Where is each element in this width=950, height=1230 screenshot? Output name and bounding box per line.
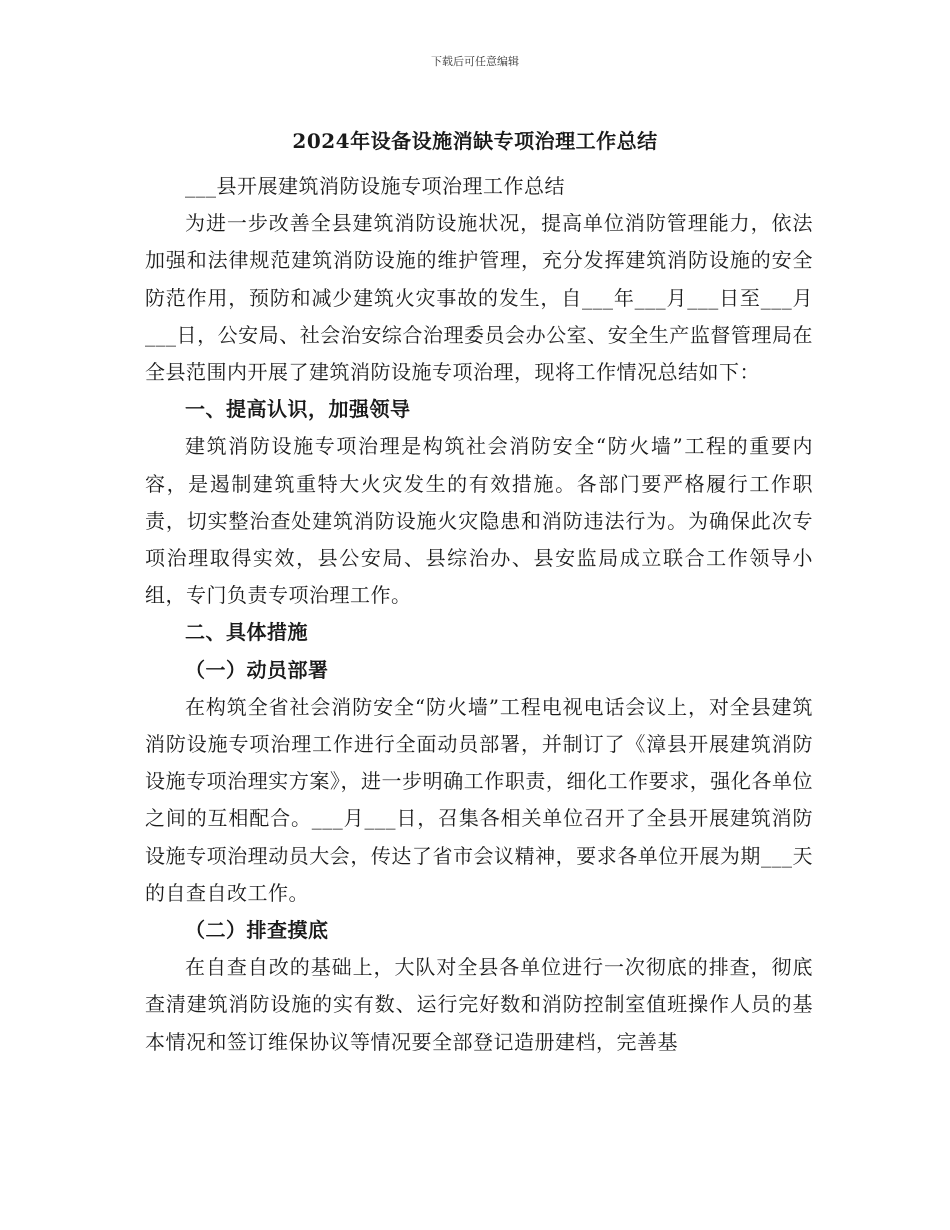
body-paragraph: 建筑消防设施专项治理是构筑社会消防安全“防火墙”工程的重要内容，是遏制建筑重特大火灾发生的有效措施。各部门要严格履行工作职责，切实整治查处建筑消防设施火灾隐患和消防违法行为。为确保此次专项治理取得实效，县公安局、县综治办、县安监局成立联合工作领导小组，专门负责专项治理工作。 bbox=[145, 434, 813, 608]
document-title: 2024年设备设施消缺专项治理工作总结 bbox=[292, 129, 658, 153]
page-header: 下载后可任意编辑 bbox=[431, 55, 519, 68]
section-heading: 二、具体措施 bbox=[185, 620, 308, 645]
body-paragraph: 在构筑全省社会消防安全“防火墙”工程电视电话会议上，对全县建筑消防设施专项治理工作进行全面动员部署，并制订了《漳县开展建筑消防设施专项治理实方案》，进一步明确工作职责，细化工作要求，强化各单位之间的互相配合。___月___日，召集各相关单位召开了全县开展建筑消防设施专项治理动员大会，传达了省市会议精神，要求各单位开展为期___天的自查自改工作。 bbox=[145, 694, 813, 905]
subsection-heading: （一）动员部署 bbox=[185, 657, 329, 682]
document-body bbox=[145, 168, 813, 1061]
intro-paragraph: 为进一步改善全县建筑消防设施状况，提高单位消防管理能力，依法加强和法律规范建筑消防设施的维护管理，充分发挥建筑消防设施的安全防范作用，预防和减少建筑火灾事故的发生，自___年___月___日至___月___日，公安局、社会治安综合治理委员会办公室、安全生产监督管理局在全县范围内开展了建筑消防设施专项治理，现将工作情况总结如下： bbox=[145, 211, 813, 385]
subtitle-paragraph: ___县开展建筑消防设施专项治理工作总结 bbox=[185, 174, 565, 198]
body-paragraph: 在自查自改的基础上，大队对全县各单位进行一次彻底的排查，彻底查清建筑消防设施的实有数、运行完好数和消防控制室值班操作人员的基本情况和签订维保协议等情况要全部登记造册建档，完善基 bbox=[145, 955, 813, 1054]
section-heading: 一、提高认识，加强领导 bbox=[185, 397, 411, 422]
subsection-heading: （二）排查摸底 bbox=[185, 918, 329, 943]
